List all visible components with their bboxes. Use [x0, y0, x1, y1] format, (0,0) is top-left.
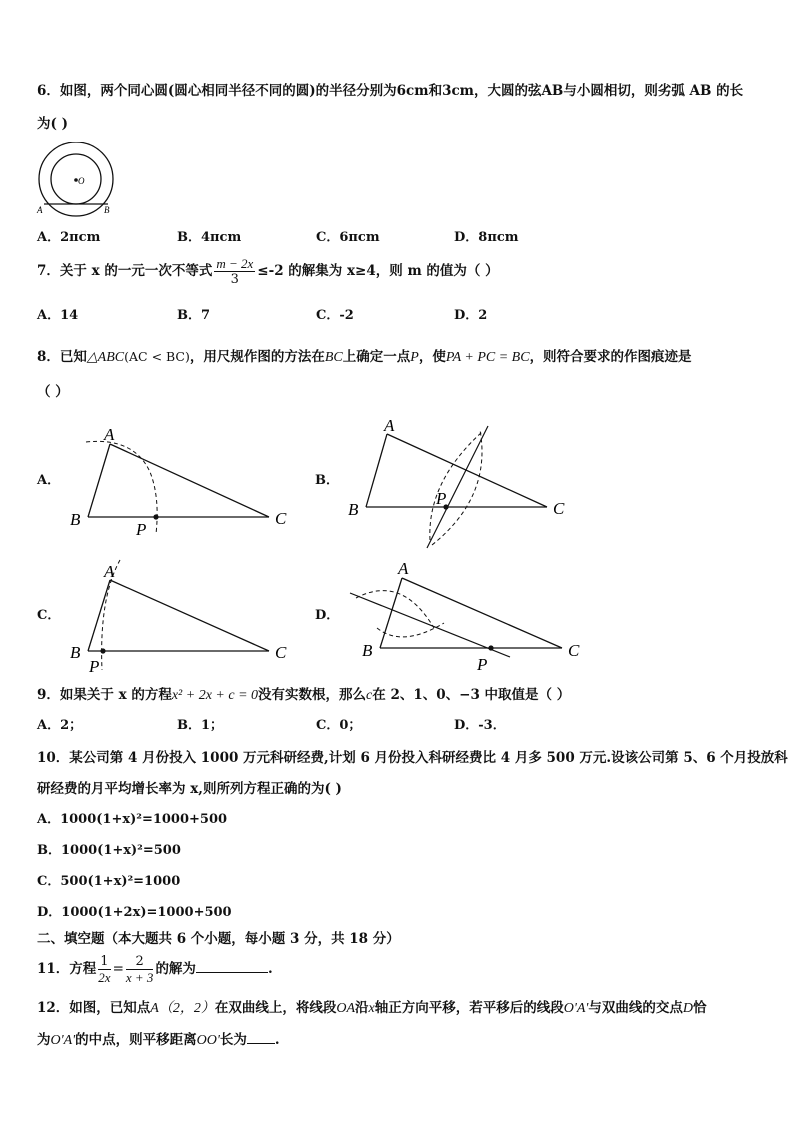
- q10-option-c: C．500(1+x)²=1000: [37, 874, 181, 889]
- svg-text:P: P: [477, 655, 488, 674]
- q7-stem: 7．关于 x 的一元一次不等式 $\frac{m - 2x}{3}$ ≤-2 的解集为 x≥4，则 m 的值为（ ）: [37, 256, 499, 287]
- svg-text:P: P: [136, 520, 147, 539]
- q7-fraction: $\frac{m - 2x}{3}$: [216, 256, 254, 287]
- q8-stem: 8．已知△ABC(AC < BC)，用尺规作图的方法在BC上确定一点P，使PA + PC = BC，则符合要求的作图痕迹是: [37, 349, 692, 365]
- q7-option-d: D．2: [454, 308, 488, 323]
- label-b: B: [104, 205, 110, 215]
- svg-text:B: B: [70, 643, 81, 662]
- q12-line2: 为O'A'的中点，则平移距离OO'长为 .: [37, 1032, 280, 1048]
- svg-text:B: B: [362, 641, 373, 660]
- q8-figure-a: [64, 422, 304, 546]
- svg-text:C: C: [568, 641, 580, 660]
- q11-answer-blank[interactable]: [196, 960, 268, 973]
- svg-text:A: A: [398, 559, 409, 578]
- q9-option-b: B．1；: [177, 718, 224, 733]
- q7-option-b: B．7: [177, 308, 211, 323]
- svg-text:C: C: [275, 643, 287, 662]
- q9-stem: 9．如果关于 x 的方程x² + 2x + c = 0没有实数根，那么c在 2、1、0、−3 中取值是（ ）: [37, 687, 571, 703]
- q11-stem: 11．方程 $\frac{1}{2x}$ = $\frac{2}{x + 3}$ 的解为 .: [37, 954, 273, 985]
- q7-option-a: A．14: [37, 308, 79, 323]
- svg-text:B: B: [70, 510, 81, 529]
- q9-option-d: D．-3．: [454, 718, 506, 733]
- svg-text:A: A: [104, 562, 115, 581]
- svg-text:C: C: [275, 509, 287, 528]
- q8-figure-d: [342, 558, 582, 678]
- q11-fraction-2: $\frac{2}{x + 3}$: [125, 954, 154, 985]
- section-2-heading: 二、填空题（本大题共 6 个小题，每小题 3 分，共 18 分）: [37, 931, 400, 947]
- q6-option-b: B．4πcm: [177, 230, 242, 245]
- svg-text:P: P: [89, 657, 100, 676]
- q10-option-a: A．1000(1+x)²=1000+500: [37, 812, 228, 827]
- q6-line2: 为( ): [37, 116, 68, 132]
- q6-option-d: D．8πcm: [454, 230, 519, 245]
- q8-figure-c: [64, 558, 304, 678]
- q10-line2: 研经费的月平均增长率为 x,则所列方程正确的为( ): [37, 781, 342, 797]
- q9-option-a: A．2；: [37, 718, 83, 733]
- q8-label-b: B．: [315, 473, 339, 488]
- q6-concentric-circles-figure: [34, 142, 118, 218]
- q8-label-a: A．: [37, 473, 61, 488]
- q8-line2: （ ）: [37, 384, 69, 400]
- q12-line1: 12．如图，已知点A（2，2）在双曲线上，将线段OA沿x轴正方向平移，若平移后的线段O'A'与双曲线的交点D恰: [37, 1000, 707, 1016]
- q6-line1: 6．如图，两个同心圆(圆心相同半径不同的圆)的半径分别为6cm和3cm，大圆的弦AB与小圆相切，则劣弧 AB 的长: [37, 83, 744, 99]
- svg-text:A: A: [384, 416, 395, 435]
- label-a: A: [37, 205, 43, 215]
- q8-label-d: D．: [315, 608, 340, 623]
- q8-label-c: C．: [37, 608, 61, 623]
- q6-option-a: A．2πcm: [37, 230, 101, 245]
- q10-line1: 10．某公司第 4 月份投入 1000 万元科研经费,计划 6 月份投入科研经费比 4 月多 500 万元.设该公司第 5、6 个月投放科: [37, 750, 788, 766]
- q12-answer-blank[interactable]: [247, 1031, 275, 1044]
- q10-option-b: B．1000(1+x)²=500: [37, 843, 181, 858]
- q9-option-c: C．0；: [316, 718, 362, 733]
- q10-option-d: D．1000(1+2x)=1000+500: [37, 905, 232, 920]
- q6-option-c: C．6πcm: [316, 230, 380, 245]
- svg-text:A: A: [104, 425, 115, 444]
- q11-fraction-1: $\frac{1}{2x}$: [98, 954, 111, 985]
- q8-figure-b: [342, 412, 582, 552]
- svg-text:B: B: [348, 500, 359, 519]
- q7-option-c: C．-2: [316, 308, 354, 323]
- svg-text:C: C: [553, 499, 565, 518]
- svg-text:P: P: [436, 489, 447, 508]
- label-o: O: [78, 176, 85, 186]
